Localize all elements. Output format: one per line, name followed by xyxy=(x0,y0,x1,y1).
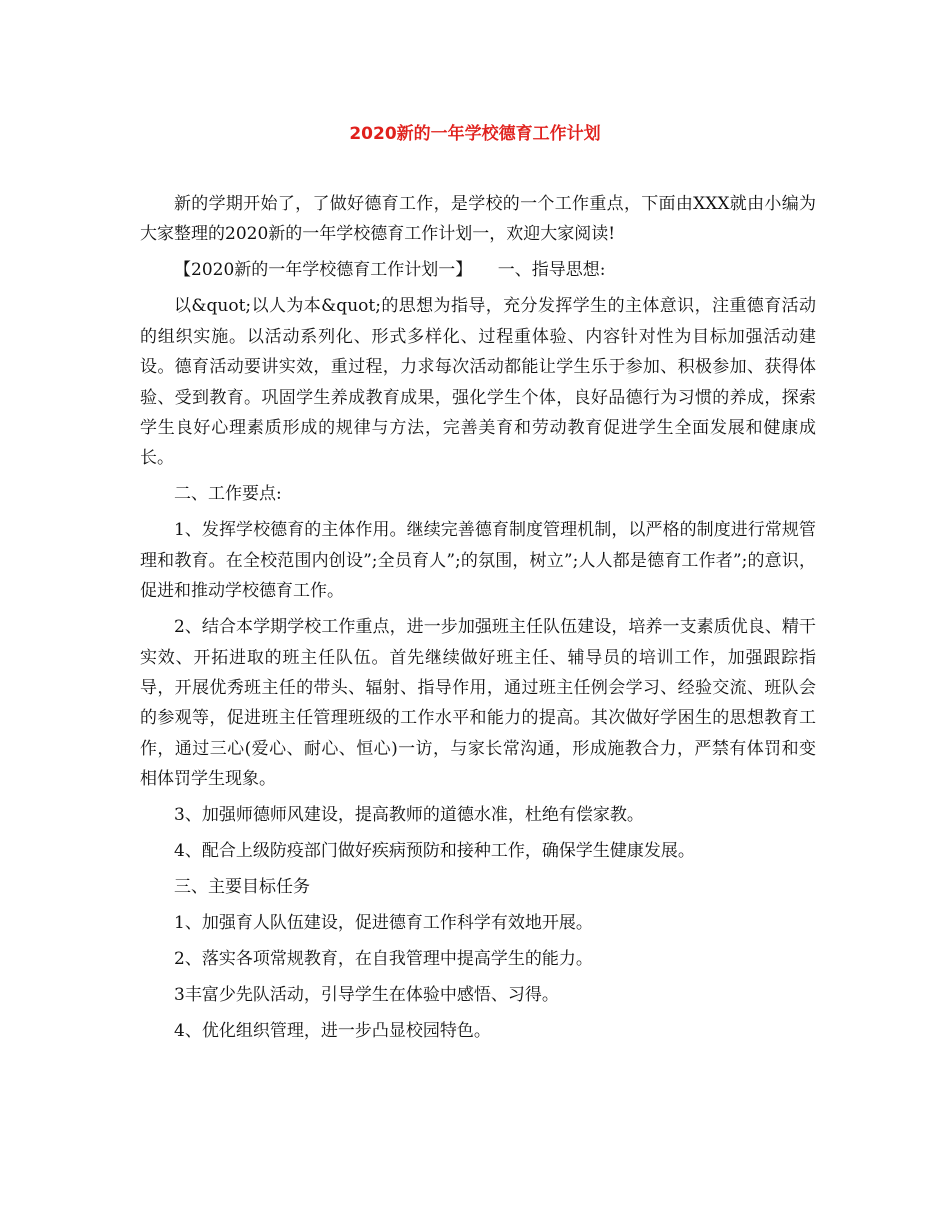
list-item: 4、配合上级防疫部门做好疾病预防和接种工作，确保学生健康发展。 xyxy=(174,841,695,862)
document-title: 2020新的一年学校德育工作计划 xyxy=(349,124,601,144)
section-heading-main-goals: 三、主要目标任务 xyxy=(174,877,310,898)
list-item: 3、加强师德师风建设，提高教师的道德水准，杜绝有偿家教。 xyxy=(174,805,644,826)
document-body xyxy=(140,189,816,1047)
section-heading-work-points: 二、工作要点: xyxy=(174,484,282,505)
list-item: 2、落实各项常规教育，在自我管理中提高学生的能力。 xyxy=(174,949,593,970)
paragraph-intro: 新的学期开始了，了做好德育工作，是学校的一个工作重点，下面由XXX就由小编为大家整理的2020新的一年学校德育工作计划一，欢迎大家阅读! xyxy=(140,194,816,245)
list-item: 1、发挥学校德育的主体作用。继续完善德育制度管理机制，以严格的制度进行常规管理和教育。在全校范围内创设”;全员育人”;的氛围，树立”;人人都是德育工作者”;的意识，促进和推动学校德育工作。 xyxy=(140,520,816,602)
paragraph-plan-heading: 【2020新的一年学校德育工作计划一】 一、指导思想: xyxy=(174,260,606,281)
list-item: 1、加强育人队伍建设，促进德育工作科学有效地开展。 xyxy=(174,913,593,934)
paragraph-guiding-ideology: 以&quot;以人为本&quot;的思想为指导，充分发挥学生的主体意识，注重德育活动的组织实施。以活动系列化、形式多样化、过程重体验、内容针对性为目标加强活动建设。德育活动要讲实效，重过程，力求每次活动都能让学生乐于参加、积极参加、获得体验、受到教育。巩固学生养成教育成果，强化学生个体，良好品德行为习惯的养成，探索学生良好心理素质形成的规律与方法，完善美育和劳动教育促进学生全面发展和健康成长。 xyxy=(140,296,816,469)
list-item: 3丰富少先队活动，引导学生在体验中感悟、习得。 xyxy=(174,985,559,1006)
list-item: 4、优化组织管理，进一步凸显校园特色。 xyxy=(174,1021,491,1042)
list-item: 2、结合本学期学校工作重点，进一步加强班主任队伍建设，培养一支素质优良、精干实效、开拓进取的班主任队伍。首先继续做好班主任、辅导员的培训工作，加强跟踪指导，开展优秀班主任的带头、辐射、指导作用，通过班主任例会学习、经验交流、班队会的参观等，促进班主任管理班级的工作水平和能力的提高。其次做好学困生的思想教育工作，通过三心(爱心、耐心、恒心)一访，与家长常沟通，形成施教合力，严禁有体罚和变相体罚学生现象。 xyxy=(140,617,816,790)
